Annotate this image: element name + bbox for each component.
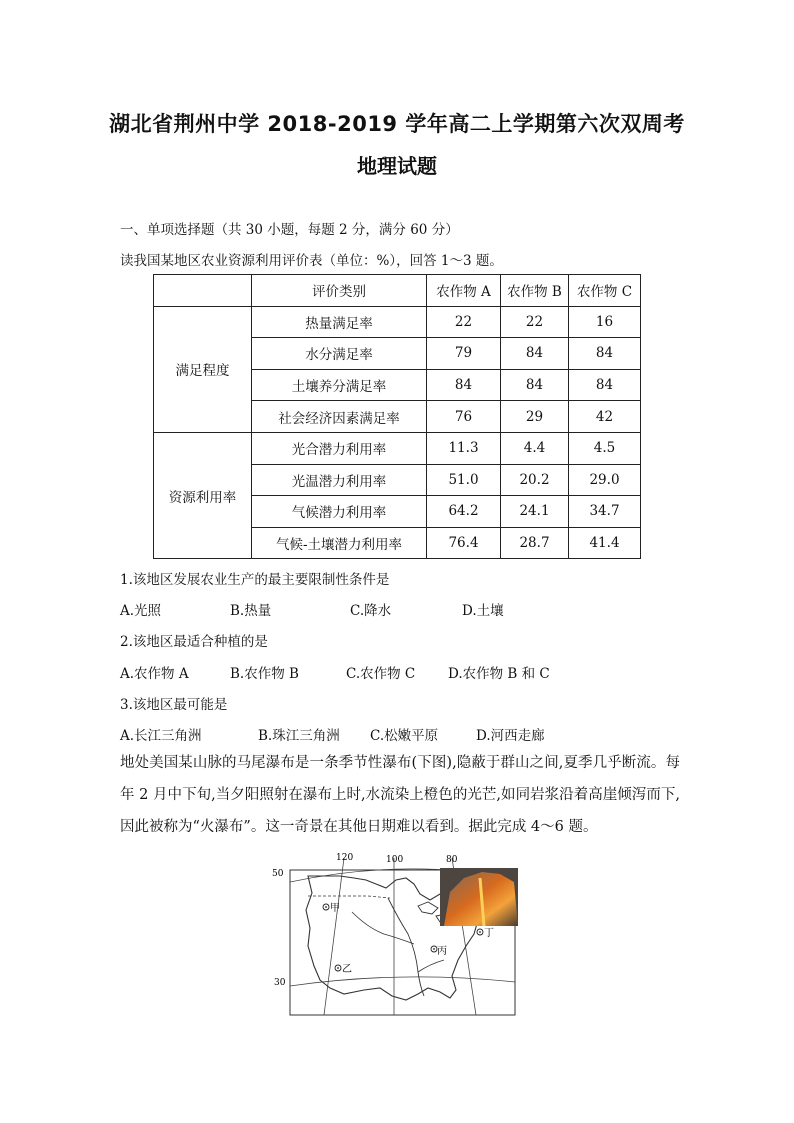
passage: 地处美国某山脉的马尾瀑布是一条季节性瀑布(下图),隐蔽于群山之间,夏季几乎断流。每年 2 月中下旬,当夕阳照射在瀑布上时,水流染上橙色的光芒,如同岩浆沿着高崖倾泻而下,因此被称为“火瀑布”。这一奇景在其他日期难以看到。据此完成 4～6 题。 <box>120 755 680 835</box>
header-cell: 农作物 C <box>569 275 641 307</box>
row-label: 气候潜力利用率 <box>252 496 427 528</box>
value-cell: 29.0 <box>569 464 641 496</box>
question-stem: 1.该地区发展农业生产的最主要限制性条件是 <box>120 572 390 588</box>
row-label: 土壤养分满足率 <box>252 369 427 401</box>
value-cell: 84 <box>569 369 641 401</box>
group-cell: 满足程度 <box>154 306 252 432</box>
question-stem: 3.该地区最可能是 <box>120 697 228 713</box>
option: A.长江三角洲 <box>120 728 202 744</box>
value-cell: 42 <box>569 401 641 433</box>
row-label: 光温潜力利用率 <box>252 464 427 496</box>
river <box>388 898 424 996</box>
row-label: 热量满足率 <box>252 306 427 338</box>
option: A.光照 <box>120 603 162 619</box>
value-cell: 22 <box>427 306 501 338</box>
option: C.降水 <box>350 603 392 619</box>
value-cell: 20.2 <box>501 464 569 496</box>
value-cell: 41.4 <box>569 527 641 559</box>
document-title: 湖北省荆州中学 2018-2019 学年高二上学期第六次双周考 <box>109 112 685 136</box>
value-cell: 51.0 <box>427 464 501 496</box>
header-cell: 农作物 A <box>427 275 501 307</box>
option: B.农作物 B <box>230 666 299 682</box>
header-cell: 农作物 B <box>501 275 569 307</box>
value-cell: 76.4 <box>427 527 501 559</box>
question-stem: 2.该地区最适合种植的是 <box>120 634 268 650</box>
table-header-row <box>154 275 641 307</box>
point-label: 甲 <box>330 903 340 914</box>
latitude-label: 50 <box>272 869 284 879</box>
table-row <box>154 306 641 338</box>
table-intro: 读我国某地区农业资源利用评价表（单位：%），回答 1～3 题。 <box>120 253 503 269</box>
longitude-label: 120 <box>336 853 354 863</box>
point-label: 丁 <box>484 928 494 939</box>
value-cell: 28.7 <box>501 527 569 559</box>
option: D.土壤 <box>462 603 504 619</box>
point-marker-dot <box>325 906 327 908</box>
value-cell: 76 <box>427 401 501 433</box>
longitude-label: 80 <box>446 855 458 865</box>
latitude-label: 30 <box>274 978 286 988</box>
group-cell: 资源利用率 <box>154 432 252 558</box>
header-corner-cell <box>154 275 252 307</box>
value-cell: 79 <box>427 338 501 370</box>
point-marker-dot <box>337 967 339 969</box>
option: D.农作物 B 和 C <box>448 666 550 682</box>
row-label: 社会经济因素满足率 <box>252 401 427 433</box>
row-label: 气候-土壤潜力利用率 <box>252 527 427 559</box>
value-cell: 4.5 <box>569 432 641 464</box>
usa-map-figure <box>268 848 528 1023</box>
option: C.松嫩平原 <box>370 728 439 744</box>
value-cell: 84 <box>427 369 501 401</box>
value-cell: 64.2 <box>427 496 501 528</box>
border-line <box>308 896 390 898</box>
option: B.珠江三角洲 <box>258 728 340 744</box>
point-label: 丙 <box>437 946 447 957</box>
section-heading: 一、单项选择题（共 30 小题，每题 2 分，满分 60 分） <box>120 222 459 238</box>
table-row <box>154 432 641 464</box>
value-cell: 84 <box>501 338 569 370</box>
row-label: 光合潜力利用率 <box>252 432 427 464</box>
header-cell: 评价类别 <box>252 275 427 307</box>
option: B.热量 <box>230 603 272 619</box>
latitude-line <box>290 977 515 986</box>
value-cell: 34.7 <box>569 496 641 528</box>
row-label: 水分满足率 <box>252 338 427 370</box>
value-cell: 29 <box>501 401 569 433</box>
longitude-label: 100 <box>386 855 404 865</box>
value-cell: 16 <box>569 306 641 338</box>
option: C.农作物 C <box>346 666 416 682</box>
point-label: 乙 <box>342 964 352 975</box>
river <box>418 960 444 972</box>
value-cell: 24.1 <box>501 496 569 528</box>
evaluation-table <box>153 274 641 559</box>
value-cell: 11.3 <box>427 432 501 464</box>
longitude-line <box>324 858 344 1015</box>
value-cell: 4.4 <box>501 432 569 464</box>
document-subtitle: 地理试题 <box>357 154 437 178</box>
value-cell: 84 <box>569 338 641 370</box>
point-marker-dot <box>433 948 435 950</box>
value-cell: 22 <box>501 306 569 338</box>
value-cell: 84 <box>501 369 569 401</box>
option: A.农作物 A <box>120 666 189 682</box>
option: D.河西走廊 <box>476 728 545 744</box>
point-marker-dot <box>479 931 481 933</box>
